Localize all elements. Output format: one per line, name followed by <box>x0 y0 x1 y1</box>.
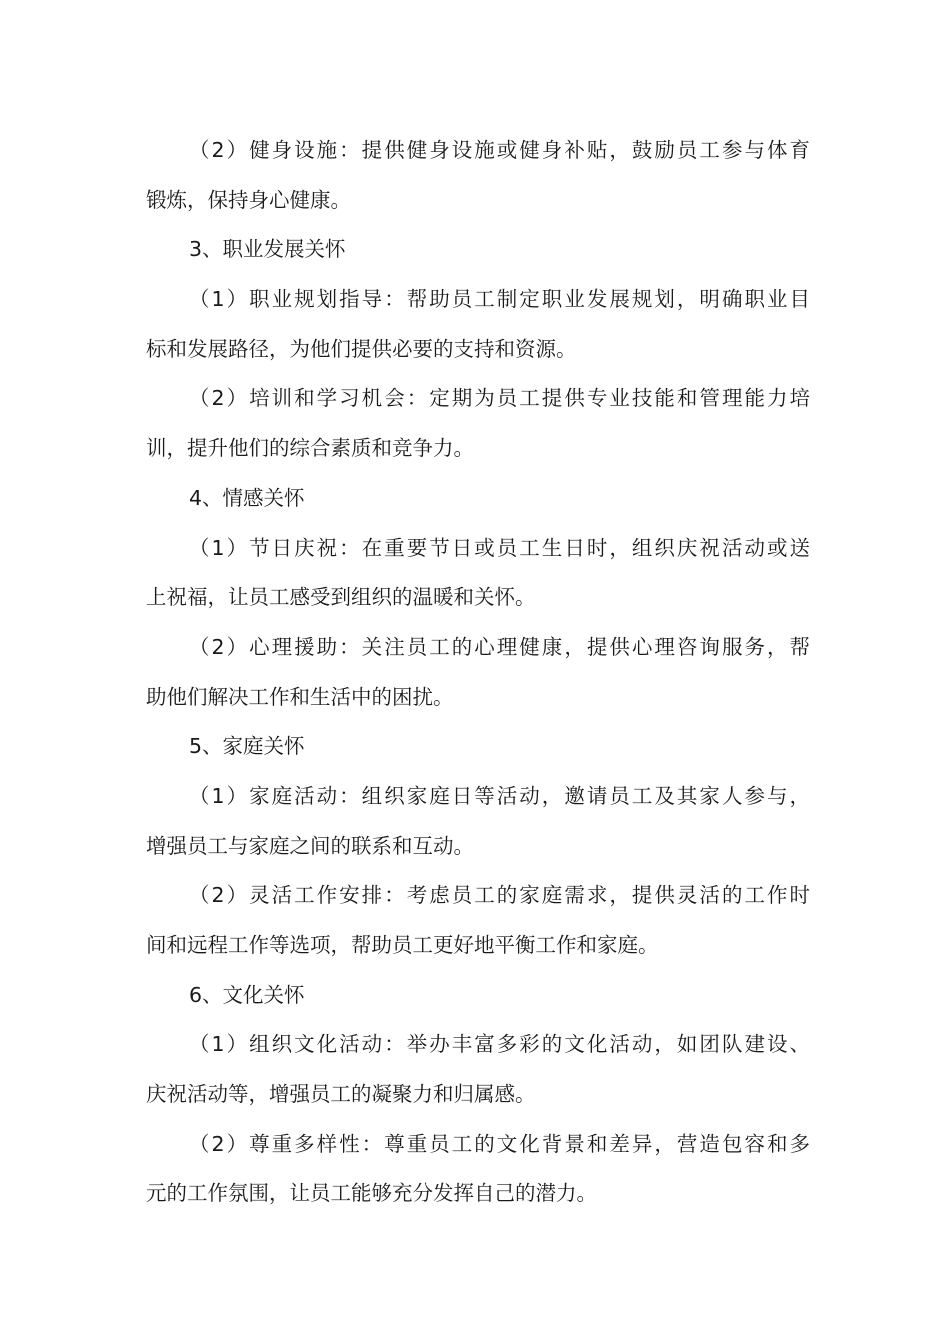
paragraph-line: 间和远程工作等选项，帮助员工更好地平衡工作和家庭。 <box>146 933 659 957</box>
section-heading: 4、情感关怀 <box>189 485 305 510</box>
paragraph-line: 标和发展路径，为他们提供必要的支持和资源。 <box>146 336 577 361</box>
paragraph-line: （2）灵活工作安排：考虑员工的家庭需求，提供灵活的工作时 <box>189 883 810 908</box>
paragraph-line: （2）心理援助：关注员工的心理健康，提供心理咨询服务，帮 <box>189 634 810 659</box>
paragraph-line: 锻炼，保持身心健康。 <box>146 187 351 212</box>
paragraph-line: （1）职业规划指导：帮助员工制定职业发展规划，明确职业目 <box>189 287 810 312</box>
section-heading: 3、职业发展关怀 <box>189 237 346 262</box>
section-heading: 5、家庭关怀 <box>189 734 305 759</box>
section-heading: 6、文化关怀 <box>189 982 305 1007</box>
paragraph-line: （1）家庭活动：组织家庭日等活动，邀请员工及其家人参与， <box>189 783 810 808</box>
paragraph-line: 上祝福，让员工感受到组织的温暖和关怀。 <box>146 585 536 610</box>
paragraph-line: 元的工作氛围，让员工能够充分发挥自己的潜力。 <box>146 1181 597 1206</box>
paragraph-line: （1）节日庆祝：在重要节日或员工生日时，组织庆祝活动或送 <box>189 535 810 560</box>
paragraph-line: 庆祝活动等，增强员工的凝聚力和归属感。 <box>146 1082 536 1107</box>
paragraph-line: 助他们解决工作和生活中的困扰。 <box>146 684 454 709</box>
paragraph-line: 训，提升他们的综合素质和竞争力。 <box>146 436 474 461</box>
paragraph-line: 增强员工与家庭之间的联系和互动。 <box>146 833 474 858</box>
paragraph-line: （2）培训和学习机会：定期为员工提供专业技能和管理能力培 <box>189 386 810 411</box>
paragraph-line: （2）尊重多样性：尊重员工的文化背景和差异，营造包容和多 <box>189 1131 810 1156</box>
paragraph-line: （1）组织文化活动：举办丰富多彩的文化活动，如团队建设、 <box>189 1032 810 1057</box>
paragraph-line: （2）健身设施：提供健身设施或健身补贴，鼓励员工参与体育 <box>189 138 810 162</box>
document-body <box>146 126 810 1219</box>
